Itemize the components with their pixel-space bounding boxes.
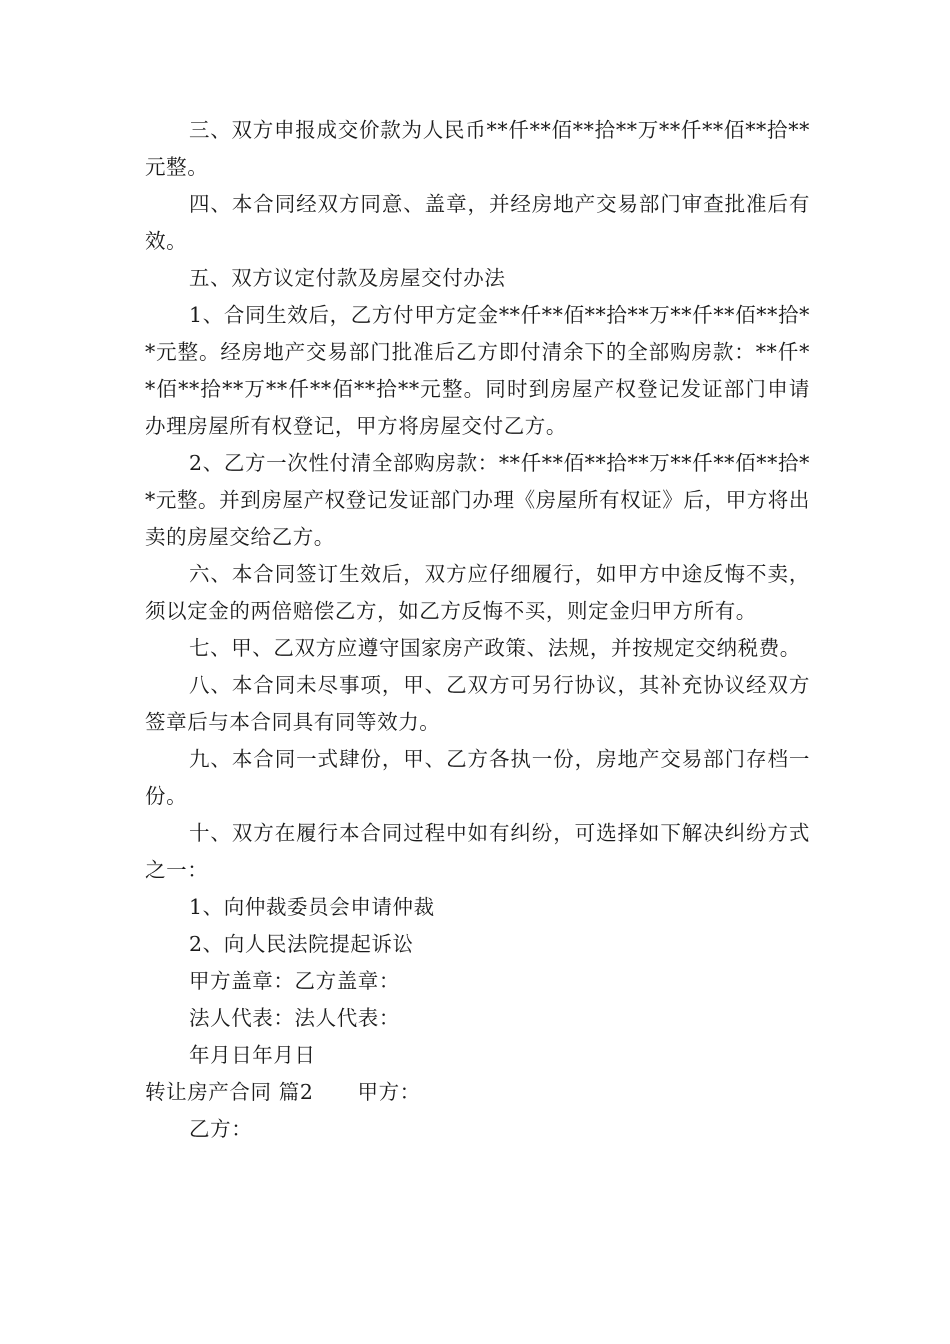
document-body [145,112,810,1148]
representative-line: 法人代表：法人代表： [189,1006,400,1030]
clause-9-copies: 九、本合同一式肆份，甲、乙方各执一份，房地产交易部门存档一份。 [145,747,810,808]
next-contract-title: 转让房产合同 篇2 [145,1080,314,1104]
party-b-label: 乙方： [189,1117,253,1141]
clause-4-effect: 四、本合同经双方同意、盖章，并经房地产交易部门审查批准后有效。 [145,192,810,253]
dispute-option-2: 2、向人民法院提起诉讼 [189,932,414,956]
clause-10-disputes: 十、双方在履行本合同过程中如有纠纷，可选择如下解决纠纷方式之一： [145,821,810,882]
clause-5-item-2: 2、乙方一次性付清全部购房款：**仟**佰**拾**万**仟**佰**拾**元整。并到房屋产权登记发证部门办理《房屋所有权证》后，甲方将出卖的房屋交给乙方。 [145,451,810,549]
dispute-option-1: 1、向仲裁委员会申请仲裁 [189,895,435,919]
clause-5-payment: 五、双方议定付款及房屋交付办法 [189,266,506,290]
seal-line: 甲方盖章：乙方盖章： [189,969,400,993]
clause-6-breach: 六、本合同签订生效后，双方应仔细履行，如甲方中途反悔不卖，须以定金的两倍赔偿乙方，如乙方反悔不买，则定金归甲方所有。 [145,562,810,623]
clause-5-item-1: 1、合同生效后，乙方付甲方定金**仟**佰**拾**万**仟**佰**拾**元整。经房地产交易部门批准后乙方即付清余下的全部购房款：**仟**佰**拾**万**仟**佰**拾**元整。同时到房屋产权登记发证部门申请办理房屋所有权登记，甲方将房屋交付乙方。 [145,303,810,438]
clause-7-taxes: 七、甲、乙双方应遵守国家房产政策、法规，并按规定交纳税费。 [189,636,801,660]
clause-8-supplement: 八、本合同未尽事项，甲、乙双方可另行协议，其补充协议经双方签章后与本合同具有同等效力。 [145,673,810,734]
date-line: 年月日年月日 [189,1043,316,1067]
clause-3-price: 三、双方申报成交价款为人民币**仟**佰**拾**万**仟**佰**拾**元整。 [145,118,810,179]
party-a-label: 甲方： [357,1080,421,1104]
next-contract-heading [145,1074,810,1111]
